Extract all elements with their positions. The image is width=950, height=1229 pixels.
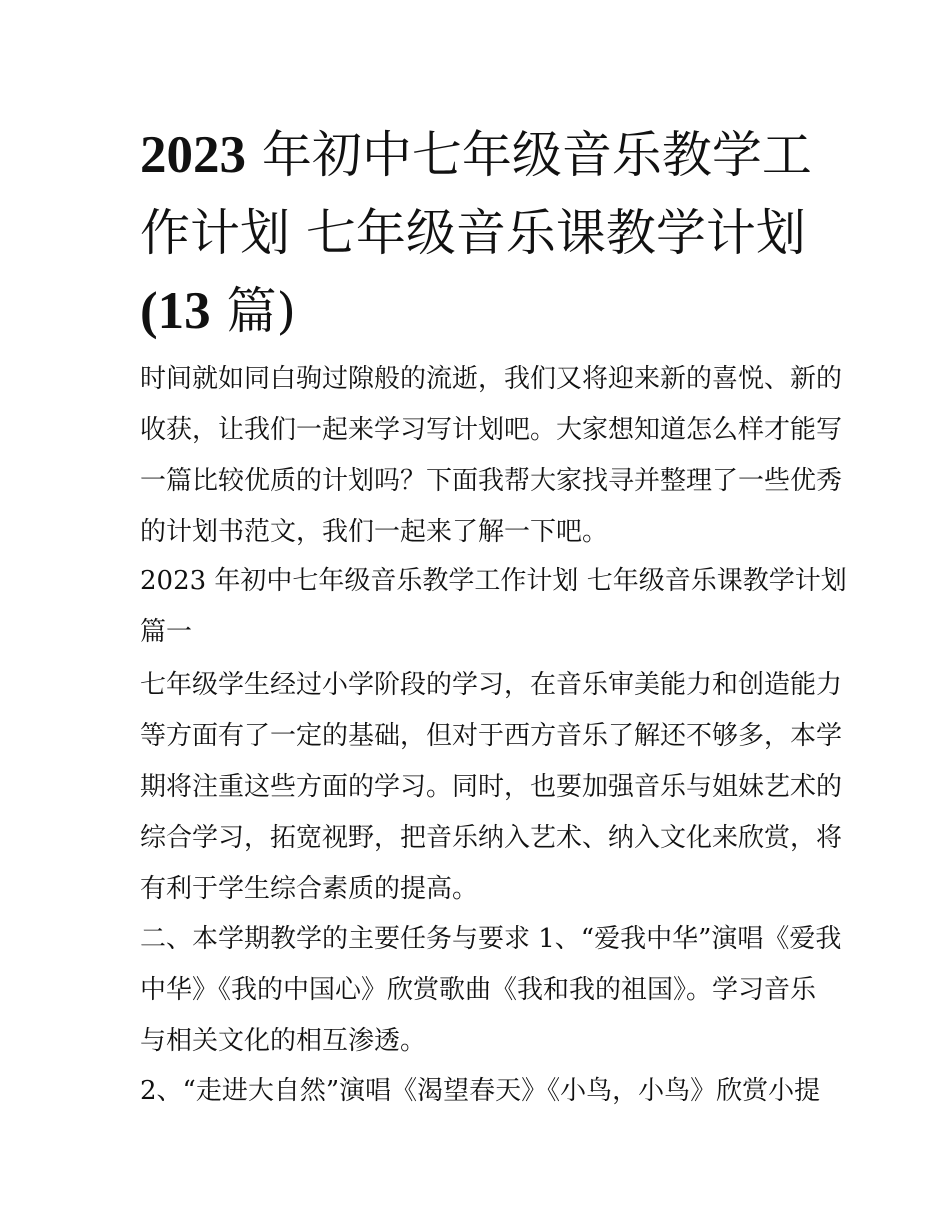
body-line: 二、本学期教学的主要任务与要求 1、“爱我中华”演唱《爱我 <box>140 924 842 954</box>
body-line: 中华》《我的中国心》欣赏歌曲《我和我的祖国》。学习音乐 <box>140 975 817 1005</box>
body-line: 期将注重这些方面的学习。同时，也要加强音乐与姐妹艺术的 <box>140 772 843 802</box>
title-line-1 <box>140 116 820 194</box>
intro-line: 时间就如同白驹过隙般的流逝，我们又将迎来新的喜悦、新的 <box>140 364 843 394</box>
body-line: 七年级学生经过小学阶段的学习，在音乐审美能力和创造能力 <box>140 670 843 700</box>
title-line-2-text: 作计划 七年级音乐课教学计划 <box>140 204 806 262</box>
body-line: 综合学习，拓宽视野，把音乐纳入艺术、纳入文化来欣赏，将 <box>140 823 843 853</box>
body-paragraph-1 <box>140 660 843 915</box>
title-line-2 <box>140 194 820 272</box>
title-count: (13 <box>140 282 211 340</box>
body-line: 等方面有了一定的基础，但对于西方音乐了解还不够多，本学 <box>140 721 843 751</box>
intro-paragraph <box>140 354 843 558</box>
section-heading-line: 篇一 <box>140 617 193 647</box>
body-line: 2、“走进大自然”演唱《渴望春天》《小鸟，小鸟》欣赏小提 <box>140 1076 821 1106</box>
section-heading <box>140 556 847 658</box>
title-line-1-text: 年初中七年级音乐教学工 <box>246 126 812 184</box>
title-line-3 <box>140 272 820 350</box>
body-line: 有利于学生综合素质的提高。 <box>140 874 479 904</box>
body-paragraph-3 <box>140 1066 820 1117</box>
body-paragraph-2 <box>140 914 842 1067</box>
intro-line: 收获，让我们一起来学习写计划吧。大家想知道怎么样才能写 <box>140 415 843 445</box>
title-line-3-text: 篇) <box>210 282 297 340</box>
body-line: 与相关文化的相互渗透。 <box>140 1026 427 1056</box>
intro-line: 的计划书范文，我们一起来了解一下吧。 <box>140 517 609 547</box>
title-year: 2023 <box>140 126 246 184</box>
intro-line: 一篇比较优质的计划吗？下面我帮大家找寻并整理了一些优秀 <box>140 466 843 496</box>
section-heading-line: 2023 年初中七年级音乐教学工作计划 七年级音乐课教学计划 <box>140 566 847 596</box>
document-title <box>140 116 820 350</box>
